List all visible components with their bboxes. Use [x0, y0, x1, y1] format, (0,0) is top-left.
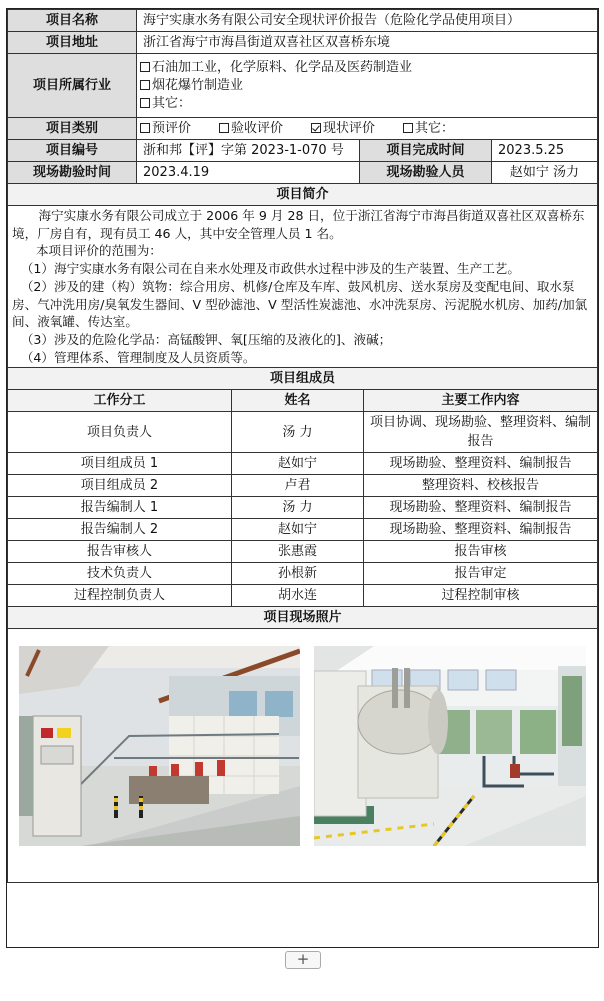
project-address-value: 浙江省海宁市海昌街道双喜社区双喜桥东境 [137, 32, 598, 54]
intro-body [8, 206, 598, 368]
intro-paragraph: 海宁实康水务有限公司成立于 2006 年 9 月 28 日，位于浙江省海宁市海昌街道双喜社区双喜桥东境，厂房自有，现有员工 46 人，其中安全管理人员 1 名。 [12, 208, 585, 241]
table-row: 过程控制负责人 胡水连 过程控制审核 [8, 585, 598, 607]
table-row: 报告编制人 2 赵如宁 现场勘验、整理资料、编制报告 [8, 519, 598, 541]
checkbox-empty-icon [140, 98, 150, 108]
category-option-pre: 预评价 [140, 119, 191, 138]
intro-paragraph: （3）涉及的危险化学品：高锰酸钾、氧[压缩的及液化的]、液碱； [20, 331, 392, 347]
table-row: 项目负责人 汤 力 项目协调、现场勘验、整理资料、编制报告 [8, 412, 598, 453]
info-table [7, 9, 598, 368]
team-header-work: 主要工作内容 [364, 390, 598, 412]
category-label: 项目类别 [8, 118, 137, 140]
industry-option-other: 其它： [140, 95, 591, 113]
checkbox-empty-icon [140, 123, 150, 133]
photos-cell [8, 629, 598, 883]
completion-time-value: 2023.5.25 [492, 140, 598, 162]
photos-title: 项目现场照片 [8, 607, 598, 629]
surveyors-value: 赵如宁 汤力 [492, 162, 598, 184]
checkbox-empty-icon [140, 80, 150, 90]
team-header-role: 工作分工 [8, 390, 232, 412]
industry-options [137, 54, 598, 118]
checkbox-checked-icon [311, 123, 321, 133]
project-number-value: 浙和邦【评】字第 2023-1-070 号 [137, 140, 360, 162]
table-row: 技术负责人 孙根新 报告审定 [8, 563, 598, 585]
industry-option-petrochemical: 石油加工业，化学原料、化学品及医药制造业 [140, 59, 591, 77]
surveyors-label: 现场勘验人员 [360, 162, 492, 184]
site-photo-ozone-room [314, 646, 586, 846]
category-option-acceptance: 验收评价 [219, 119, 283, 138]
intro-paragraph: （1）海宁实康水务有限公司在自来水处理及市政供水过程中涉及的生产装置、生产工艺。 [20, 261, 520, 277]
industry-label: 项目所属行业 [8, 54, 137, 118]
expand-button[interactable]: + [285, 951, 321, 969]
category-option-other: 其它： [403, 119, 454, 138]
team-title: 项目组成员 [8, 368, 598, 390]
table-row: 项目组成员 2 卢君 整理资料、校核报告 [8, 475, 598, 497]
checkbox-checked-icon [140, 62, 150, 72]
table-row: 报告编制人 1 汤 力 现场勘验、整理资料、编制报告 [8, 497, 598, 519]
table-row: 报告审核人 张惠霞 报告审核 [8, 541, 598, 563]
team-header-name: 姓名 [232, 390, 364, 412]
project-address-label: 项目地址 [8, 32, 137, 54]
intro-paragraph: （2）涉及的建（构）筑物：综合用房、机修/仓库及车库、鼓风机房、送水泵房及变配电间、取水泵房、气冲洗用房/臭氧发生器间、V 型砂滤池、V 型活性炭滤池、水冲洗泵房、污泥脱水机房、加药/加氯间、液氧罐、传达室。 [12, 278, 588, 330]
intro-paragraph: （4）管理体系、管理制度及人员资质等。 [20, 349, 256, 365]
evaluation-info-sheet [6, 8, 599, 948]
survey-time-label: 现场勘验时间 [8, 162, 137, 184]
project-number-label: 项目编号 [8, 140, 137, 162]
industry-option-fireworks: 烟花爆竹制造业 [140, 77, 591, 95]
category-options [137, 118, 598, 140]
intro-title: 项目简介 [8, 184, 598, 206]
table-row: 项目组成员 1 赵如宁 现场勘验、整理资料、编制报告 [8, 453, 598, 475]
survey-time-value: 2023.4.19 [137, 162, 360, 184]
checkbox-empty-icon [219, 123, 229, 133]
completion-time-label: 项目完成时间 [360, 140, 492, 162]
project-name-value: 海宁实康水务有限公司安全现状评价报告（危险化学品使用项目） [137, 10, 598, 32]
team-table [7, 367, 598, 883]
project-name-label: 项目名称 [8, 10, 137, 32]
category-option-status: 现状评价 [311, 119, 375, 138]
checkbox-empty-icon [403, 123, 413, 133]
intro-paragraph: 本项目评价的范围为： [35, 243, 162, 259]
site-photo-pump-room [19, 646, 300, 846]
